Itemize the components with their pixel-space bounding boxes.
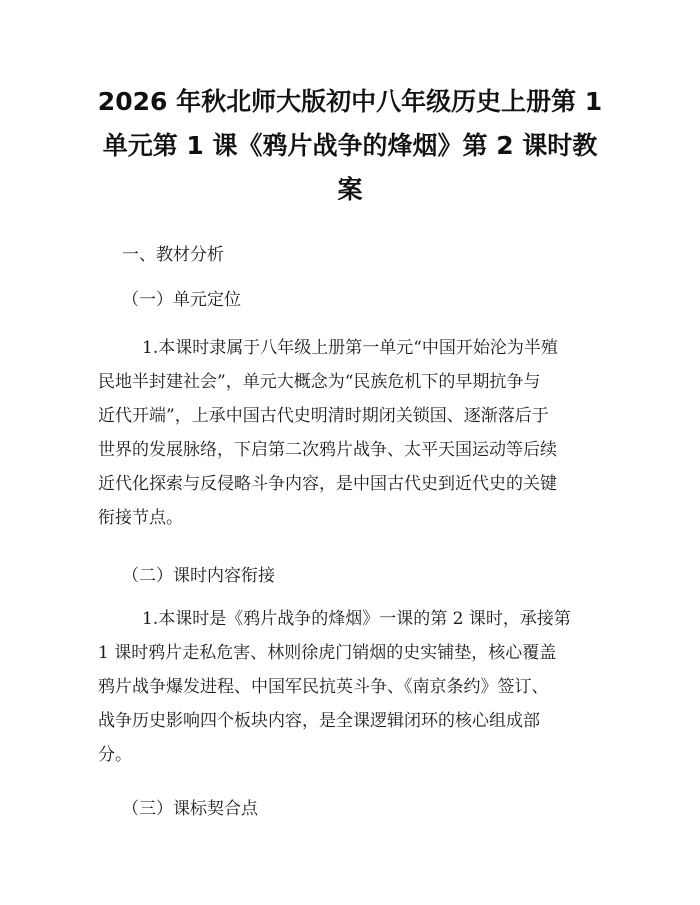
paragraph-line: 分。 bbox=[98, 745, 132, 765]
paragraph-line: 近代化探索与反侵略斗争内容，是中国古代史到近代史的关键 bbox=[98, 474, 557, 494]
paragraph-line: 衔接节点。 bbox=[98, 508, 183, 528]
title-line: 案 bbox=[337, 175, 363, 204]
paragraph-line: 鸦片战争爆发进程、中国军民抗英斗争、《南京条约》签订、 bbox=[98, 677, 549, 697]
section-heading-textbook-analysis: 一、教材分析 bbox=[122, 245, 224, 265]
paragraph-line: 1.本课时隶属于八年级上册第一单元“中国开始沦为半殖 bbox=[142, 338, 558, 358]
subsection-heading-unit-position: （一）单元定位 bbox=[122, 290, 241, 310]
paragraph-line: 民地半封建社会”，单元大概念为“民族危机下的早期抗争与 bbox=[98, 372, 541, 392]
title-line: 单元第 1 课《鸦片战争的烽烟》第 2 课时教 bbox=[102, 131, 598, 160]
subsection-heading-curriculum-fit: （三）课标契合点 bbox=[122, 799, 258, 819]
paragraph-line: 战争历史影响四个板块内容，是全课逻辑闭环的核心组成部 bbox=[98, 711, 540, 731]
document-title bbox=[96, 80, 604, 212]
paragraph-unit-position bbox=[98, 331, 606, 535]
paragraph-line: 1 课时鸦片走私危害、林则徐虎门销烟的史实铺垫，核心覆盖 bbox=[98, 643, 557, 663]
paragraph-line: 近代开端”，上承中国古代史明清时期闭关锁国、逐渐落后于 bbox=[98, 406, 549, 426]
paragraph-line: 1.本课时是《鸦片战争的烽烟》一课的第 2 课时，承接第 bbox=[142, 609, 571, 629]
title-line: 2026 年秋北师大版初中八年级历史上册第 1 bbox=[97, 87, 603, 116]
subsection-heading-content-link: （二）课时内容衔接 bbox=[122, 566, 275, 586]
paragraph-line: 世界的发展脉络，下启第二次鸦片战争、太平天国运动等后续 bbox=[98, 440, 557, 460]
paragraph-content-link bbox=[98, 602, 606, 772]
